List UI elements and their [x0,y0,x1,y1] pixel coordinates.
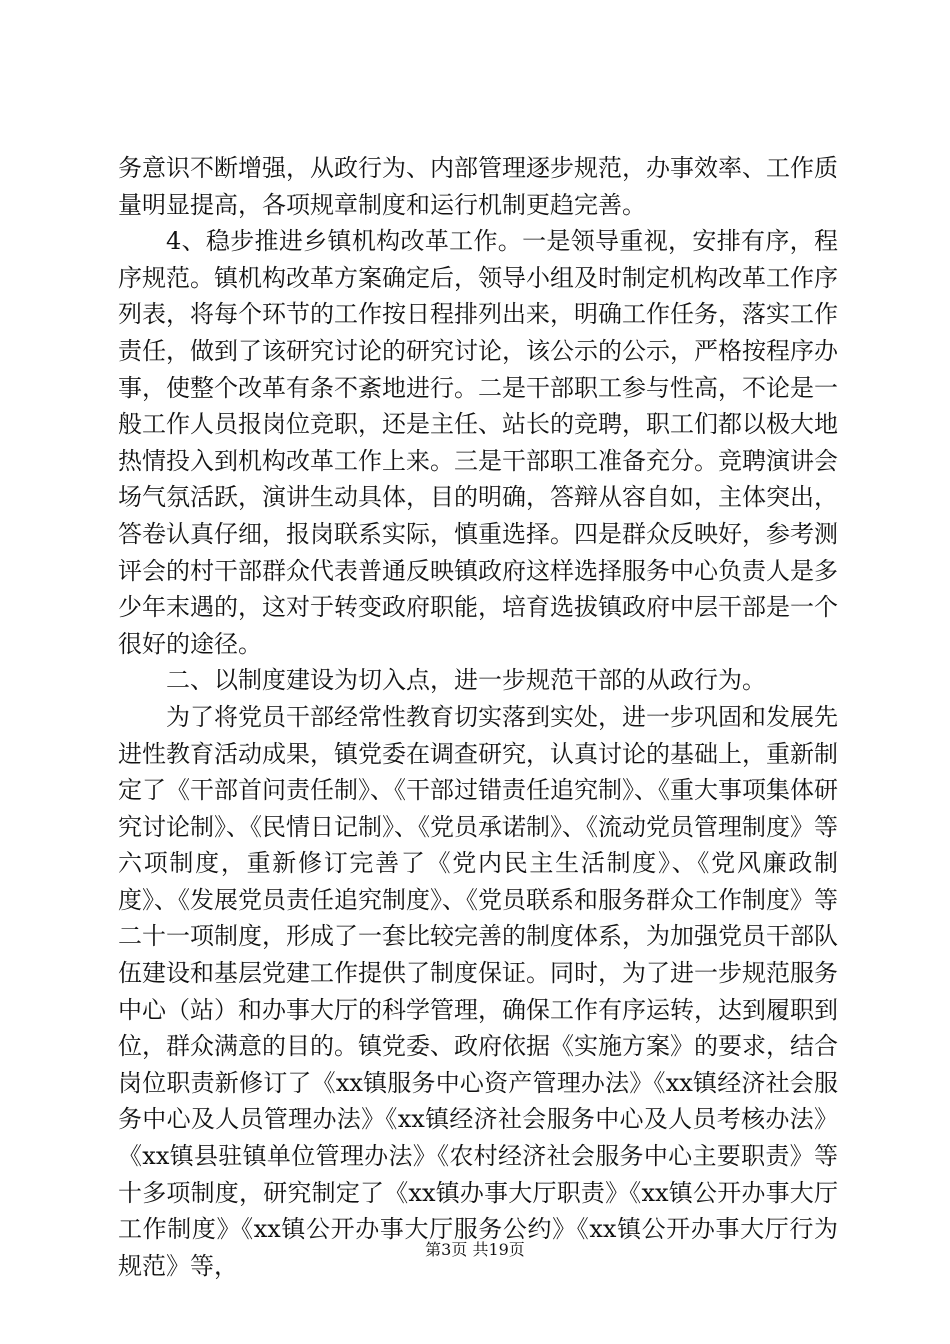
paragraph-township-reform: 4、稳步推进乡镇机构改革工作。一是领导重视，安排有序，程序规范。镇机构改革方案确定后，领导小组及时制定机构改革工作序列表，将每个环节的工作按日程排列出来，明确工作任务，落实工作责任，做到了该研究讨论的研究讨论，该公示的公示，严格按程序办事，使整个改革有条不紊地进行。二是干部职工参与性高，不论是一般工作人员报岗位竞职，还是主任、站长的竞聘，职工们都以极大地热情投入到机构改革工作上来。三是干部职工准备充分。竞聘演讲会场气氛活跃，演讲生动具体，目的明确，答辩从容自如，主体突出，答卷认真仔细，报岗联系实际，慎重选择。四是群众反映好，参考测评会的村干部群众代表普通反映镇政府这样选择服务中心负责人是多少年末遇的，这对于转变政府职能，培育选拔镇政府中层干部是一个很好的途径。 [118,227,838,658]
paragraph-continuation: 务意识不断增强，从政行为、内部管理逐步规范，办事效率、工作质量明显提高，各项规章制度和运行机制更趋完善。 [118,154,838,219]
document-body [118,150,838,1284]
paragraph-institution-building: 为了将党员干部经常性教育切实落到实处，进一步巩固和发展先进性教育活动成果，镇党委在调查研究，认真讨论的基础上，重新制定了《干部首问责任制》、《干部过错责任追究制》、《重大事项集体研究讨论制》、《民情日记制》、《党员承诺制》、《流动党员管理制度》等六项制度，重新修订完善了《党内民主生活制度》、《党风廉政制度》、《发展党员责任追究制度》、《党员联系和服务群众工作制度》等二十一项制度，形成了一套比较完善的制度体系，为加强党员干部队伍建设和基层党建工作提供了制度保证。同时，为了进一步规范服务中心（站）和办事大厅的科学管理，确保工作有序运转，达到履职到位，群众满意的目的。镇党委、政府依据《实施方案》的要求，结合岗位职责新修订了《xx镇服务中心资产管理办法》《xx镇经济社会服务中心及人员管理办法》《xx镇经济社会服务中心及人员考核办法》《xx镇县驻镇单位管理办法》《农村经济社会服务中心主要职责》等十多项制度，研究制定了《xx镇办事大厅职责》《xx镇公开办事大厅工作制度》《xx镇公开办事大厅服务公约》《xx镇公开办事大厅行为规范》等， [118,702,838,1280]
page-number-footer: 第3页 共19页 [425,1240,525,1259]
section-heading-institution-building: 二、以制度建设为切入点，进一步规范干部的从政行为。 [166,666,766,695]
